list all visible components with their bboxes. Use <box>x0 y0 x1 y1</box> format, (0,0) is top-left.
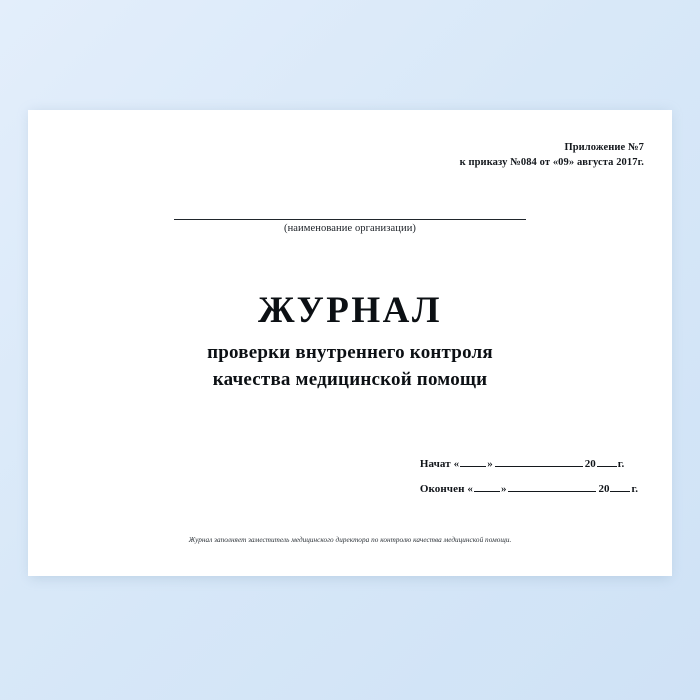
started-suffix: г. <box>617 458 625 470</box>
finished-year-prefix: 20 <box>598 482 610 495</box>
finished-suffix: г. <box>631 482 638 495</box>
page-title: ЖУРНАЛ <box>258 290 442 331</box>
document-page <box>28 110 672 576</box>
page-subtitle-line-2: качества медицинской помощи <box>212 368 488 390</box>
started-mid: » <box>487 458 493 470</box>
organization-name-caption: (наименование организации) <box>283 223 417 234</box>
document-title-block <box>28 292 672 394</box>
started-day-blank <box>460 457 486 467</box>
finished-day-blank <box>474 482 500 492</box>
footnote: Журнал заполняет заместитель медицинского директора по контролю качества медицинской помощи. <box>188 536 512 544</box>
date-fields-block <box>420 452 638 502</box>
started-label: Начат « <box>419 458 460 470</box>
appendix-line-2: к приказу №084 от «09» августа 2017г. <box>459 157 644 169</box>
finished-month-blank <box>508 482 596 492</box>
started-year-prefix: 20 <box>584 458 596 470</box>
organization-name-field <box>28 218 672 234</box>
started-year-blank <box>597 457 617 467</box>
appendix-reference <box>460 140 644 170</box>
appendix-line-1: Приложение №7 <box>564 142 644 153</box>
started-month-blank <box>495 457 583 467</box>
finished-date-line <box>420 477 638 502</box>
started-date-line <box>420 452 638 477</box>
finished-label: Окончен « <box>419 482 473 495</box>
page-subtitle-line-1: проверки внутреннего контроля <box>207 341 493 363</box>
finished-mid: » <box>500 482 507 495</box>
organization-name-rule <box>174 218 526 220</box>
finished-year-blank <box>610 482 630 492</box>
